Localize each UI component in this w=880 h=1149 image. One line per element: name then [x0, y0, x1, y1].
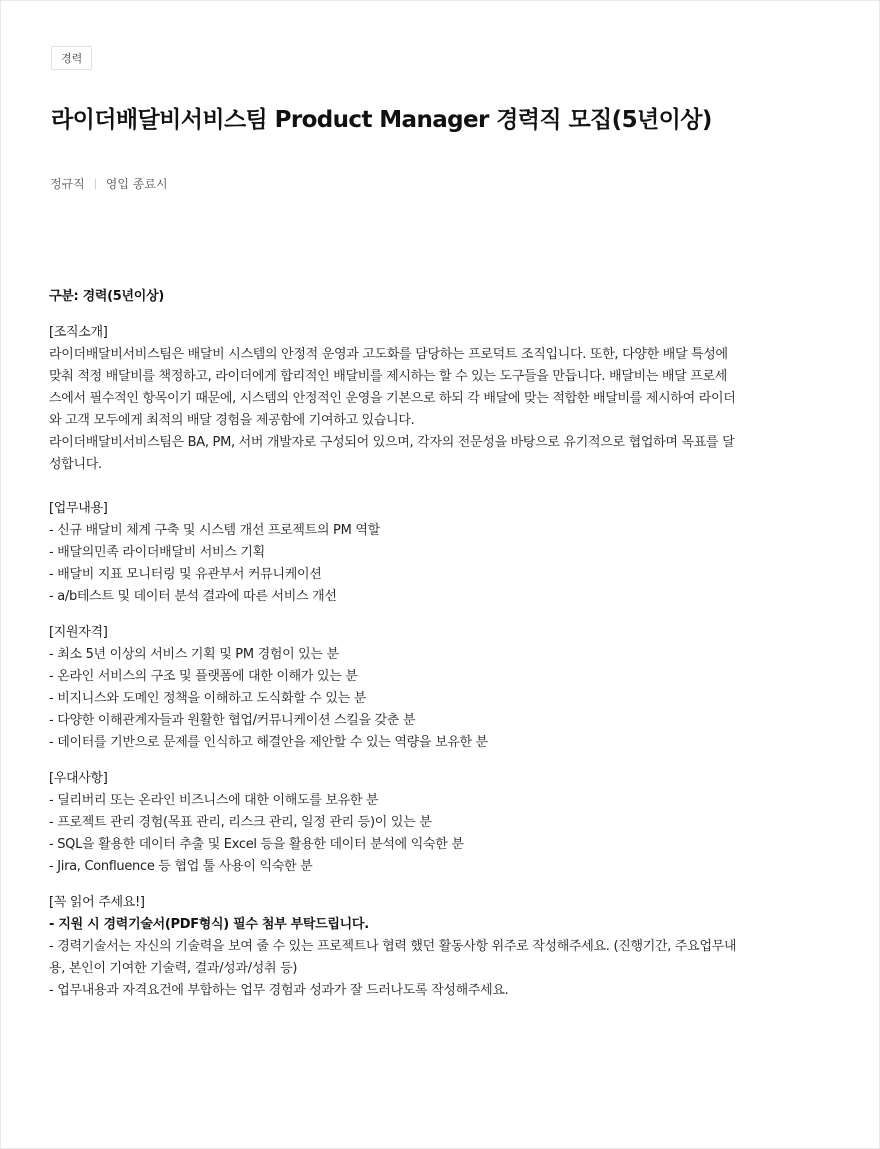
duties-section: [49, 498, 839, 608]
category-line: 구분: 경력(5년이상): [49, 289, 164, 304]
list-item: - 신규 배달비 체계 구축 및 시스템 개선 프로젝트의 PM 역할: [49, 523, 380, 538]
list-item: - 데이터를 기반으로 문제를 인식하고 해결안을 제안할 수 있는 역량을 보유한 분: [49, 735, 488, 750]
section-heading: [우대사항]: [49, 771, 108, 786]
list-item: - 배달비 지표 모니터링 및 유관부서 커뮤니케이션: [49, 567, 322, 582]
list-item: - 비지니스와 도메인 정책을 이해하고 도식화할 수 있는 분: [49, 691, 366, 706]
job-description: [49, 286, 839, 1002]
section-heading: [업무내용]: [49, 501, 108, 516]
career-badge: 경력: [51, 46, 92, 70]
list-item: - Jira, Confluence 등 협업 툴 사용이 익숙한 분: [49, 859, 313, 874]
section-heading: [지원자격]: [49, 625, 108, 640]
list-item: - 온라인 서비스의 구조 및 플랫폼에 대한 이해가 있는 분: [49, 669, 358, 684]
paragraph-line: - 경력기술서는 자신의 기술력을 보여 줄 수 있는 프로젝트나 협력 했던 활동사항 위주로 작성해주세요. (진행기간, 주요업무내: [49, 939, 737, 954]
paragraph-line: 맞춰 적정 배달비를 책정하고, 라이더에게 합리적인 배달비를 제시하는 할 수 있는 도구들을 만듭니다. 배달비는 배달 프로세: [49, 369, 728, 384]
section-heading: [꼭 읽어 주세요!]: [49, 895, 145, 910]
paragraph-line: - 업무내용과 자격요건에 부합하는 업무 경험과 성과가 잘 드러나도록 작성해주세요.: [49, 983, 509, 998]
preferred-section: [49, 768, 839, 878]
list-item: - 프로젝트 관리 경험(목표 관리, 리스크 관리, 일정 관리 등)이 있는 분: [49, 815, 432, 830]
paragraph-line: 라이더배달비서비스팀은 배달비 시스템의 안정적 운영과 고도화를 담당하는 프로덕트 조직입니다. 또한, 다양한 배달 특성에: [49, 347, 728, 362]
list-item: - 다양한 이해관계자들과 원활한 협업/커뮤니케이션 스킬을 갖춘 분: [49, 713, 416, 728]
paragraph-line: 성합니다.: [49, 457, 102, 472]
team-intro-section: [49, 322, 839, 476]
list-item: - 딜리버리 또는 온라인 비즈니스에 대한 이해도를 보유한 분: [49, 793, 379, 808]
page-title: 라이더배달비서비스팀 Product Manager 경력직 모집(5년이상): [51, 107, 712, 133]
paragraph-line: 스에서 필수적인 항목이기 때문에, 시스템의 안정적인 운영을 기본으로 하되 각 배달에 맞는 적합한 배달비를 제시하여 라이더: [49, 391, 736, 406]
application-deadline: 영입 종료시: [105, 177, 168, 191]
notice-emphasis: - 지원 시 경력기술서(PDF형식) 필수 첨부 부탁드립니다.: [49, 917, 369, 932]
job-meta: [50, 175, 168, 193]
paragraph-line: 라이더배달비서비스팀은 BA, PM, 서버 개발자로 구성되어 있으며, 각자의 전문성을 바탕으로 유기적으로 협업하며 목표를 달: [49, 435, 735, 450]
paragraph-line: 용, 본인이 기여한 기술력, 결과/성과/성취 등): [49, 961, 298, 976]
list-item: - a/b테스트 및 데이터 분석 결과에 따른 서비스 개선: [49, 589, 337, 604]
meta-divider: [95, 179, 96, 189]
employment-type: 정규직: [50, 177, 85, 191]
list-item: - 최소 5년 이상의 서비스 기획 및 PM 경험이 있는 분: [49, 647, 339, 662]
notice-section: [49, 892, 839, 1002]
paragraph-line: 와 고객 모두에게 최적의 배달 경험을 제공함에 기여하고 있습니다.: [49, 413, 415, 428]
list-item: - SQL을 활용한 데이터 추출 및 Excel 등을 활용한 데이터 분석에 익숙한 분: [49, 837, 464, 852]
list-item: - 배달의민족 라이더배달비 서비스 기획: [49, 545, 265, 560]
section-heading: [조직소개]: [49, 325, 108, 340]
qualifications-section: [49, 622, 839, 754]
